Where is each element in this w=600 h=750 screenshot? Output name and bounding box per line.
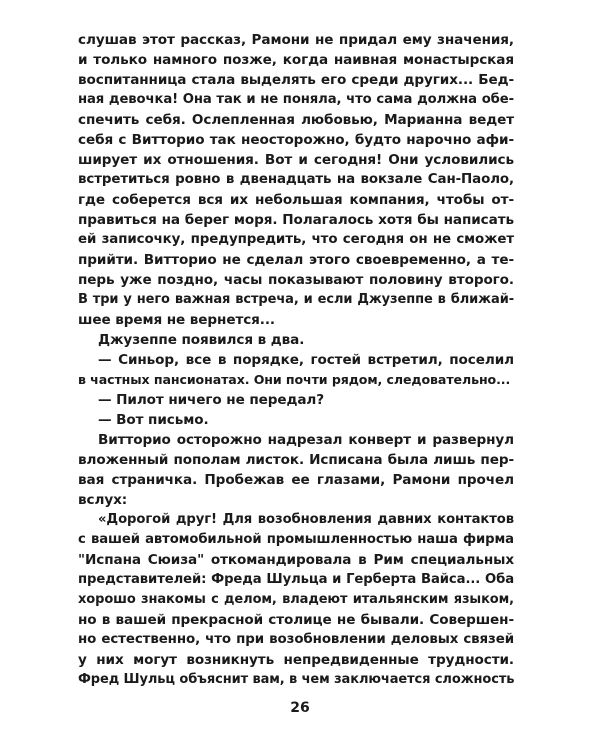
text-line: ширует их отношения. Вот и сегодня! Они условились [78,152,514,168]
letter-line: представителей: Фреда Шульца и Герберта Вайса... Оба [78,572,514,587]
text-line: встретиться ровно в двенадцать на вокзале Сан-Паоло, [78,172,514,187]
dialogue-line: — Синьор, все в порядке, гостей встретил, поселил [98,352,514,368]
text-line: В три у него важная встреча, и если Джузеппе в ближай- [78,292,514,307]
text-line: слушав этот рассказ, Рамони не придал ему значения, [78,32,514,48]
text-line: воспитанница стала выделять его среди других... Бед- [78,72,514,88]
text-line: перь уже поздно, часы показывают половину второго. [78,272,514,288]
letter-line: у них могут возникнуть непредвиденные трудности. [78,652,514,668]
text-line: ей записочку, предупредить, что сегодня он не сможет [78,232,514,247]
body-text [78,30,514,690]
page-number: 26 [290,700,310,716]
text-line: себя с Витторио так неосторожно, будто нарочно афи- [78,132,514,148]
letter-line: хорошо знакомы с делом, владеют итальянским языком, [78,592,514,607]
text-line: в частных пансионатах. Они почти рядом, следовательно... [78,372,511,387]
text-line: ная девочка! Она так и не поняла, что сама должна обе- [78,92,514,107]
dialogue-line: — Пилот ничего не передал? [98,392,325,408]
text-line: где соберется вся их небольшая компания, чтобы от- [78,192,514,208]
text-line: вложенный пополам листок. Исписана была лишь пер- [78,452,514,468]
text-line: и только намного позже, когда наивная монастырская [78,52,514,68]
text-line: шее время не вернется... [78,312,275,328]
text-line: правиться на берег моря. Полагалось хотя бы написать [78,212,514,228]
text-line: Джузеппе появился в два. [98,332,305,348]
dialogue-line: — Вот письмо. [98,412,209,428]
text-line: прийти. Витторио не сделал этого своевременно, а те- [78,252,514,268]
text-line: вая страничка. Пробежав ее глазами, Рамони прочел [78,472,514,488]
letter-line: но естественно, что при возобновлении деловых связей [78,632,514,647]
letter-line: "Испана Сюиза" откомандировала в Рим специальных [78,552,514,568]
letter-line: «Дорогой друг! Для возобновления давних контактов [98,512,514,527]
letter-line: с вашей автомобильной промышленностью наша фирма [78,532,514,547]
letter-line: Фред Шульц объяснит вам, в чем заключается сложность [78,672,515,687]
text-line: спечить себя. Ослепленная любовью, Марианна ведет [78,112,514,128]
text-line: Витторио осторожно надрезал конверт и развернул [98,432,514,448]
text-line: вслух: [78,492,128,508]
letter-line: но в вашей прекрасной столице не бывали. Совершен- [78,612,514,628]
